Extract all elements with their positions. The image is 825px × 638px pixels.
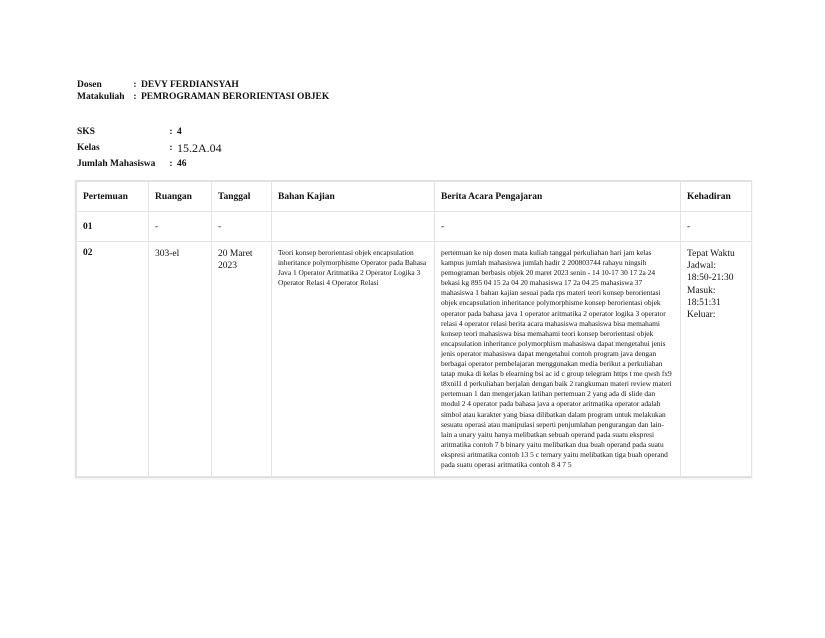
cell-bahan-kajian: Teori konsep berorientasi objek encapsulation inheritance polymorphisme Operator pada Bahasa Java 1 Operator Aritmatika 2 Operator Logika 3 Operator Relasi 4 Operator Relasi [272, 242, 435, 477]
cell-tanggal: 20 Maret 2023 [212, 242, 272, 477]
column-header-kehadiran: Kehadiran [681, 182, 752, 212]
attendance-table [75, 180, 752, 478]
column-header-ruangan: Ruangan [149, 182, 212, 212]
cell-bahan-kajian [272, 212, 435, 242]
matakuliah-value: PEMROGRAMAN BERORIENTASI OBJEK [141, 92, 330, 102]
cell-pertemuan: 01 [77, 212, 149, 242]
column-header-berita-acara: Berita Acara Pengajaran [435, 182, 681, 212]
lecturer-info [77, 79, 329, 103]
jadwal-label: Jadwal: [687, 261, 717, 272]
kelas-label: Kelas [77, 143, 100, 153]
sks-label: SKS [77, 127, 95, 137]
cell-kehadiran: - [681, 212, 752, 242]
cell-ruangan: 303-el [149, 242, 212, 477]
colon: : [133, 80, 137, 90]
column-header-pertemuan: Pertemuan [77, 182, 149, 212]
cell-pertemuan: 02 [77, 242, 149, 477]
table-row [77, 242, 752, 477]
matakuliah-label: Matakuliah [77, 92, 125, 102]
column-header-bahan-kajian: Bahan Kajian [272, 182, 435, 212]
table-row [77, 212, 752, 242]
column-header-tanggal: Tanggal [212, 182, 272, 212]
class-info [77, 122, 222, 170]
colon: : [169, 159, 173, 169]
colon: : [169, 127, 173, 137]
colon: : [133, 92, 137, 102]
dosen-row [77, 79, 329, 91]
sks-row [77, 122, 222, 138]
jumlah-row [77, 154, 222, 170]
dosen-label: Dosen [77, 80, 102, 90]
matakuliah-row [77, 91, 329, 103]
sks-value: 4 [177, 127, 182, 137]
jumlah-label: Jumlah Mahasiswa [77, 159, 156, 169]
cell-berita-acara: pertemuan ke nip dosen mata kuliah tanggal perkuliahan hari jam kelas kampus jumlah mahasiswa jumlah hadir 2 200803744 rahayu ningsih pemograman berbasis objek 20 maret 2023 senin - 14 10-17 30 17 2a 24 bekasi kg 895 04 15 2a 04 20 mahasiswa 17 2a 04 25 mahasiswa 37 mahasiswa 1 bahan kajian sesuai pada rps materi teori konsep berorientasi objek encapsulation inheritance polymorphisme konsep berorientasi objek operator pada bahasa java 1 operator aritmatika 2 operator logika 3 operator relasi 4 operator relasi berita acara mahasiswa mahasiswa bisa memahami konsep teori mahasiswa bisa memahami teori konsep berorientasi objek encapsulation inheritance polymorphism mahasiswa dapat mengetahui jenis jenis operator mahasiswa dapat mengetahui contoh program java dengan berbagai operator pembelajaran menggunakan media berikut a perkuliahan tatap muka di kelas b elearning bsi ac id c group telegram https t me qwsh fx9 t8xnil1 d perkuliahan berjalan dengan baik 2 rangkuman materi review materi pertemuan 1 dan mengerjakan latihan pertemuan 2 yang ada di slide dan modul 2 4 operator pada bahasa java a operator aritmatika operator adalah simbol atau karakter yang biasa dilibatkan dalam program untuk melakukan sesuatu operasi atau manipulasi seperti penjumlahan pengurangan dan lain-lain a unary yaitu hanya melibatkan sebuah operand pada suatu ekspresi aritmatika contoh 7 b binary yaitu melibatkan dua buah operand pada suatu ekspresi aritmatika contoh 13 5 c ternary yaitu melibatkan tiga buah operand pada suatu operasi aritmatika contoh 8 4 7 5 [435, 242, 681, 477]
cell-kehadiran [681, 242, 752, 477]
kelas-row [77, 138, 222, 154]
colon: : [169, 143, 173, 153]
kehadiran-status: Tepat Waktu [687, 249, 735, 259]
cell-tanggal: - [212, 212, 272, 242]
jadwal-value: 18:50-21:30 [687, 273, 734, 284]
kelas-value: 15.2A.04 [177, 141, 222, 155]
masuk-value: 18:51:31 [687, 297, 721, 308]
dosen-value: DEVY FERDIANSYAH [141, 80, 239, 90]
keluar-label: Keluar: [687, 310, 716, 321]
cell-berita-acara: - [435, 212, 681, 242]
table-header-row [77, 182, 752, 212]
jumlah-value: 46 [177, 159, 187, 169]
masuk-label: Masuk: [687, 285, 716, 296]
cell-ruangan: - [149, 212, 212, 242]
